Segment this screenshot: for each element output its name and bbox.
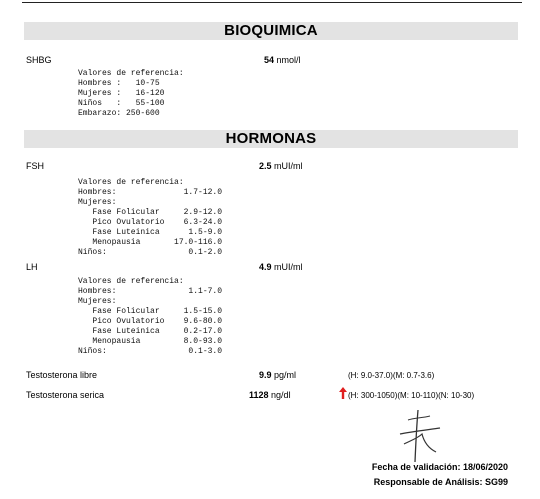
section-header-hormonas: HORMONAS: [24, 130, 518, 148]
result-value: 9.9: [259, 370, 272, 380]
top-rule: [22, 2, 522, 3]
result-unit: ng/dl: [271, 390, 291, 400]
validation-date: Fecha de validación: 18/06/2020: [371, 462, 508, 472]
result-fsh: [259, 161, 303, 171]
test-name-lh: LH: [26, 262, 38, 272]
signature: [396, 408, 442, 464]
section-header-bioquimica: BIOQUIMICA: [24, 22, 518, 40]
result-unit: mUI/ml: [274, 262, 303, 272]
test-name-shbg: SHBG: [26, 55, 52, 65]
result-value: 2.5: [259, 161, 272, 171]
test-name-fsh: FSH: [26, 161, 44, 171]
result-unit: mUI/ml: [274, 161, 303, 171]
up-arrow-icon: [339, 387, 347, 399]
reference-testosterona-serica: (H: 300-1050)(M: 10-110)(N: 10-30): [348, 391, 475, 400]
reference-block-lh: Valores de referencia: Hombres: 1.1-7.0 Mujeres: Fase Folicular 1.5-15.0 Pico Ovulatorio 9.6-80.0 Fase Luteinica 0.2-17.0 Menopausia 8.0-93.0 Niños: 0.1-3.0: [78, 277, 223, 356]
test-name-testosterona-libre: Testosterona libre: [26, 370, 98, 380]
result-lh: [259, 262, 303, 272]
reference-testosterona-libre: (H: 9.0-37.0)(M: 0.7-3.6): [348, 371, 435, 380]
result-value: 1128: [249, 390, 269, 400]
reference-block-fsh: Valores de referencia: Hombres: 1.7-12.0 Mujeres: Fase Folicular 2.9-12.0 Pico Ovulatorio 6.3-24.0 Fase Luteinica 1.5-9.0 Menopausia 17.0-116.0 Niños: 0.1-2.0: [78, 178, 223, 257]
result-unit: nmol/l: [276, 55, 301, 65]
result-unit: pg/ml: [274, 370, 297, 380]
result-value: 54: [264, 55, 275, 65]
reference-block-shbg: Valores de referencia: Hombres : 10-75 Mujeres : 16-120 Niños : 55-100 Embarazo: 250-600: [78, 69, 184, 118]
result-shbg: [264, 55, 301, 65]
result-value: 4.9: [259, 262, 272, 272]
test-name-testosterona-serica: Testosterona serica: [26, 390, 105, 400]
result-testosterona-libre: [259, 370, 296, 380]
result-testosterona-serica: [249, 390, 291, 400]
responsible-analyst: Responsable de Análisis: SG99: [373, 477, 508, 487]
